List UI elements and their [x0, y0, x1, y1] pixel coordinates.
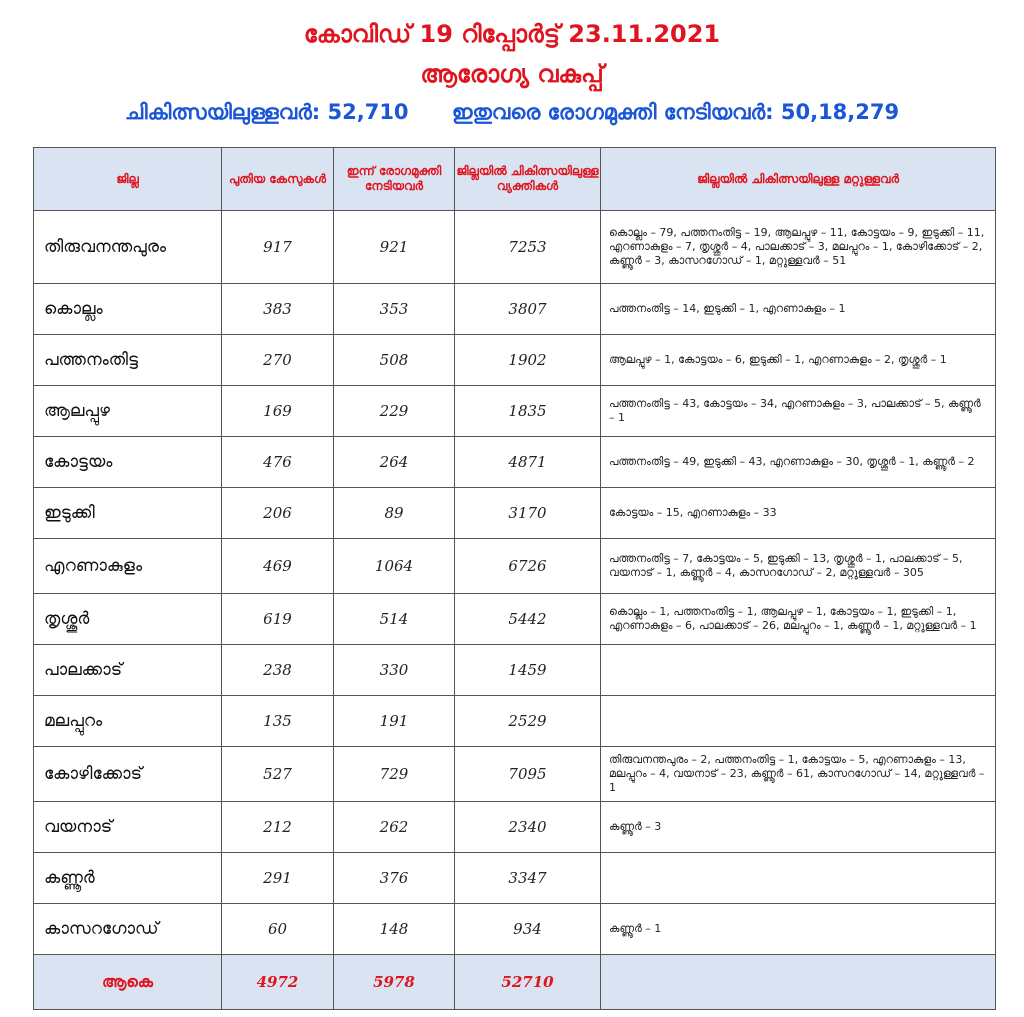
district-name: വയനാട് [34, 802, 222, 853]
others-breakdown [601, 853, 996, 904]
others-breakdown: കൊല്ലം – 1, പത്തനംതിട്ട – 1, ആലപ്പുഴ – 1, കോട്ടയം – 1, ഇടുക്കി – 1, എറണാകുളം – 6, പാലക്കാട് – 26, മലപ്പുറം – 1, കണ്ണൂർ – 1, മറ്റുള്ളവർ – 1 [601, 594, 996, 645]
recovered-today-value: 330 [334, 645, 455, 696]
new-cases-value: 60 [222, 904, 334, 955]
active-cases-value: 4871 [455, 437, 601, 488]
others-breakdown: കണ്ണൂർ – 1 [601, 904, 996, 955]
active-cases-value: 3347 [455, 853, 601, 904]
column-header-others-in-district: ജില്ലയിൽ ചികിത്സയിലുള്ള മറ്റുള്ളവർ [601, 148, 996, 211]
others-breakdown: കണ്ണൂർ – 3 [601, 802, 996, 853]
others-breakdown: പത്തനംതിട്ട – 7, കോട്ടയം – 5, ഇടുക്കി – 13, തൃശ്ശൂർ – 1, പാലക്കാട് – 5, വയനാട് – 1, കണ്ണൂർ – 4, കാസറഗോഡ് – 2, മറ്റുള്ളവർ – 305 [601, 539, 996, 594]
others-breakdown [601, 696, 996, 747]
district-name: ആലപ്പുഴ [34, 386, 222, 437]
active-cases-value: 7095 [455, 747, 601, 802]
table-row [34, 488, 996, 539]
active-cases-value: 5442 [455, 594, 601, 645]
new-cases-value: 238 [222, 645, 334, 696]
recovered-today-value: 229 [334, 386, 455, 437]
table-row [34, 539, 996, 594]
recovered-today-value: 353 [334, 284, 455, 335]
active-cases-value: 6726 [455, 539, 601, 594]
total-others [601, 955, 996, 1010]
table-row [34, 802, 996, 853]
new-cases-value: 169 [222, 386, 334, 437]
table-row [34, 747, 996, 802]
table-row [34, 437, 996, 488]
total-label: ആകെ [34, 955, 222, 1010]
district-table [33, 147, 996, 1010]
recovered-today-value: 376 [334, 853, 455, 904]
table-row [34, 696, 996, 747]
district-name: കണ്ണൂർ [34, 853, 222, 904]
district-name: കൊല്ലം [34, 284, 222, 335]
new-cases-value: 383 [222, 284, 334, 335]
department-name: ആരോഗ്യ വകുപ്പ് [420, 60, 604, 88]
district-name: തൃശ്ശൂർ [34, 594, 222, 645]
active-cases-value: 2529 [455, 696, 601, 747]
others-breakdown: തിരുവനന്തപുരം – 2, പത്തനംതിട്ട – 1, കോട്ടയം – 5, എറണാകുളം – 13, മലപ്പുറം – 4, വയനാട് – 23, കണ്ണൂർ – 61, കാസറഗോഡ് – 14, മറ്റുള്ളവർ – 1 [601, 747, 996, 802]
total-row [34, 955, 996, 1010]
others-breakdown: പത്തനംതിട്ട – 43, കോട്ടയം – 34, എറണാകുളം – 3, പാലക്കാട് – 5, കണ്ണൂർ – 1 [601, 386, 996, 437]
active-cases-value: 934 [455, 904, 601, 955]
new-cases-value: 476 [222, 437, 334, 488]
table-row [34, 853, 996, 904]
new-cases-value: 206 [222, 488, 334, 539]
others-breakdown: കൊല്ലം – 79, പത്തനംതിട്ട – 19, ആലപ്പുഴ – 11, കോട്ടയം – 9, ഇടുക്കി – 11, എറണാകുളം – 7, തൃശ്ശൂർ – 4, പാലക്കാട് – 3, മലപ്പുറം – 1, കോഴിക്കോട് – 2, കണ്ണൂർ – 3, കാസറഗോഡ് – 1, മറ്റുള്ളവർ – 51 [601, 211, 996, 284]
others-breakdown: പത്തനംതിട്ട – 49, ഇടുക്കി – 43, എറണാകുളം – 30, തൃശ്ശൂർ – 1, കണ്ണൂർ – 2 [601, 437, 996, 488]
new-cases-value: 270 [222, 335, 334, 386]
new-cases-value: 469 [222, 539, 334, 594]
recovered-today-value: 191 [334, 696, 455, 747]
active-cases-value: 7253 [455, 211, 601, 284]
new-cases-value: 135 [222, 696, 334, 747]
recovered-today-value: 1064 [334, 539, 455, 594]
others-breakdown: ആലപ്പുഴ – 1, കോട്ടയം – 6, ഇടുക്കി – 1, എറണാകുളം – 2, തൃശ്ശൂർ – 1 [601, 335, 996, 386]
others-breakdown: പത്തനംതിട്ട – 14, ഇടുക്കി – 1, എറണാകുളം – 1 [601, 284, 996, 335]
recovered-today-value: 508 [334, 335, 455, 386]
district-name: പാലക്കാട് [34, 645, 222, 696]
others-breakdown [601, 645, 996, 696]
new-cases-value: 619 [222, 594, 334, 645]
active-cases-value: 2340 [455, 802, 601, 853]
district-name: കോഴിക്കോട് [34, 747, 222, 802]
new-cases-value: 291 [222, 853, 334, 904]
recovered-today-value: 921 [334, 211, 455, 284]
summary-stats [0, 100, 1024, 125]
district-name: കാസറഗോഡ് [34, 904, 222, 955]
column-header-active-in-district: ജില്ലയിൽ ചികിത്സയിലുള്ള വ്യക്തികൾ [455, 148, 601, 211]
others-breakdown: കോട്ടയം – 15, എറണാകുളം – 33 [601, 488, 996, 539]
total-new-cases: 4972 [222, 955, 334, 1010]
active-cases-value: 3807 [455, 284, 601, 335]
table-row [34, 335, 996, 386]
recovered-today-value: 148 [334, 904, 455, 955]
column-header-district: ജില്ല [34, 148, 222, 211]
table-row [34, 904, 996, 955]
new-cases-value: 917 [222, 211, 334, 284]
recovered-today-value: 729 [334, 747, 455, 802]
report-title: കോവിഡ് 19 റിപ്പോർട്ട് 23.11.2021 [303, 20, 721, 48]
district-name: പത്തനംതിട്ട [34, 335, 222, 386]
recovered-today-value: 89 [334, 488, 455, 539]
under-treatment-count: ചികിത്സയിലുള്ളവർ: 52,710 [124, 100, 409, 124]
new-cases-value: 527 [222, 747, 334, 802]
column-header-new-cases: പുതിയ കേസുകൾ [222, 148, 334, 211]
column-header-recovered-today: ഇന്ന് രോഗമുക്തി നേടിയവർ [334, 148, 455, 211]
district-name: ഇടുക്കി [34, 488, 222, 539]
active-cases-value: 1459 [455, 645, 601, 696]
table-row [34, 594, 996, 645]
active-cases-value: 1902 [455, 335, 601, 386]
recovered-today-value: 264 [334, 437, 455, 488]
active-cases-value: 1835 [455, 386, 601, 437]
table-row [34, 284, 996, 335]
total-active: 52710 [455, 955, 601, 1010]
active-cases-value: 3170 [455, 488, 601, 539]
table-row [34, 211, 996, 284]
district-name: കോട്ടയം [34, 437, 222, 488]
total-recovered: 5978 [334, 955, 455, 1010]
recovered-today-value: 262 [334, 802, 455, 853]
table-header-row [34, 148, 996, 211]
district-name: തിരുവനന്തപുരം [34, 211, 222, 284]
district-name: എറണാകുളം [34, 539, 222, 594]
recovered-today-value: 514 [334, 594, 455, 645]
district-name: മലപ്പുറം [34, 696, 222, 747]
new-cases-value: 212 [222, 802, 334, 853]
table-row [34, 386, 996, 437]
table-row [34, 645, 996, 696]
recovered-total-count: ഇതുവരെ രോഗമുക്തി നേടിയവർ: 50,18,279 [451, 100, 900, 124]
